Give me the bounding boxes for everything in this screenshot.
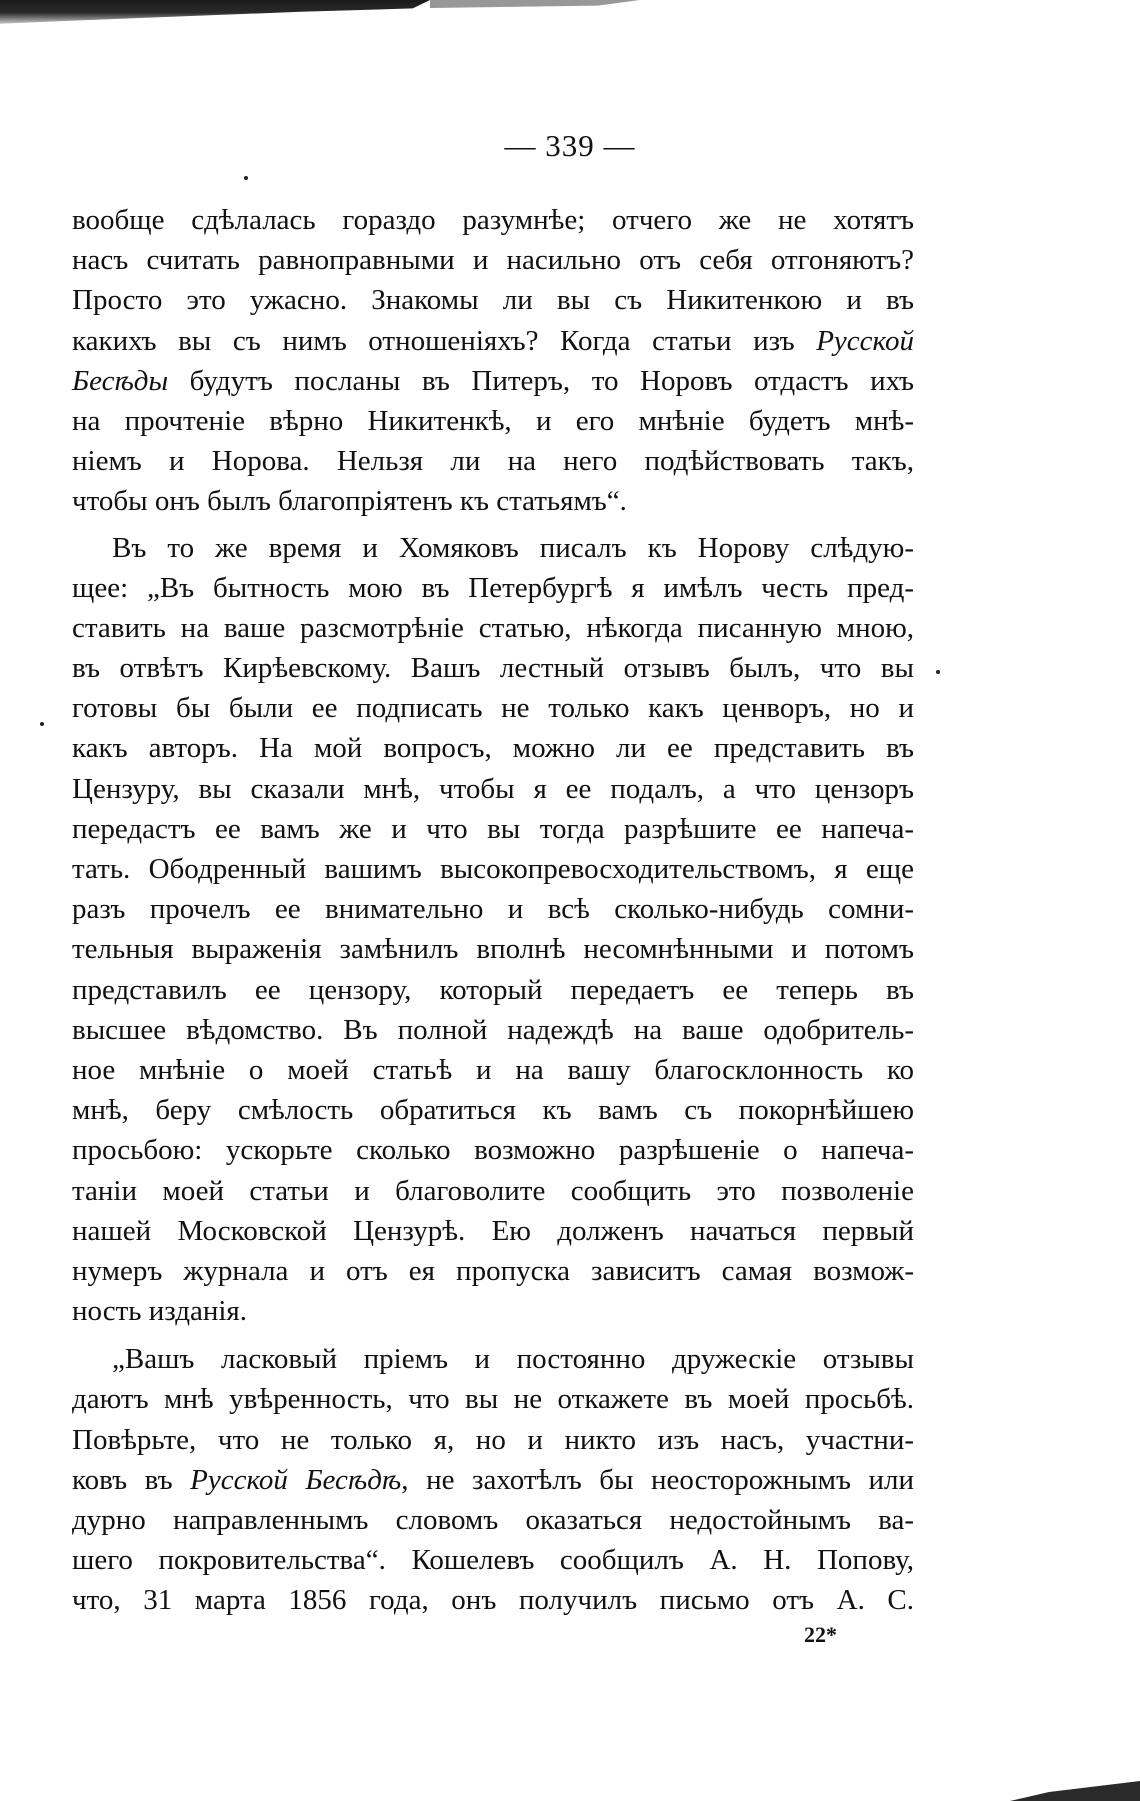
- signature-mark: 22*: [804, 1622, 837, 1647]
- text-fragment: какихъ вы съ нимъ отношеніяхъ? Когда статьи изъ: [72, 324, 795, 357]
- text-line: чтобы онъ былъ благопріятенъ къ статьямъ“.: [72, 485, 627, 518]
- scan-speck: [936, 670, 940, 674]
- text-line: ность изданія.: [72, 1295, 248, 1328]
- journal-title-italic: Бесѣды: [72, 364, 169, 397]
- text-line: ное мнѣніе о моей статьѣ и на вашу благосклонность ко: [72, 1053, 914, 1086]
- text-line: Просто это ужасно. Знакомы ли вы съ Никитенкою и въ: [72, 284, 914, 317]
- text-line: готовы бы были ее подписать не только какъ ценворъ, но и: [72, 692, 914, 725]
- page-number: — 339 —: [504, 128, 636, 163]
- text-fragment: ковъ въ: [72, 1463, 173, 1496]
- scan-edge-bottom: [1010, 1781, 1140, 1801]
- text-line: таніи моей статьи и благоволите сообщить это позволеніе: [72, 1174, 914, 1207]
- text-line: тельныя выраженія замѣнилъ вполнѣ несомнѣнными и потомъ: [72, 933, 914, 966]
- text-line-with-title: [72, 321, 914, 361]
- text-line: тать. Ободренный вашимъ высокопревосходительствомъ, я еще: [72, 853, 914, 885]
- text-line: вообще сдѣлалась гораздо разумнѣе; отчего же не хотятъ: [72, 204, 914, 236]
- text-line: Цензуру, вы сказали мнѣ, чтобы я ее подалъ, а что цензоръ: [72, 772, 914, 805]
- text-line: разъ прочелъ ее внимательно и всѣ сколько-нибудь сомни-: [72, 893, 914, 926]
- text-line-with-title: [72, 1460, 914, 1500]
- journal-title-italic: Русской Бесѣдѣ: [190, 1463, 402, 1496]
- text-line: высшее вѣдомство. Въ полной надеждѣ на ваше одобритель-: [72, 1013, 914, 1046]
- text-line: ніемъ и Норова. Нельзя ли на него подѣйствовать такъ,: [72, 445, 914, 478]
- text-line: Повѣрьте, что не только я, но и никто изъ насъ, участни-: [72, 1423, 914, 1456]
- scan-speck: [40, 722, 44, 726]
- text-line-with-title: [72, 361, 914, 401]
- text-fragment: , не захотѣлъ бы неосторожнымъ или: [401, 1463, 914, 1496]
- text-line: даютъ мнѣ увѣренность, что вы не откажете въ моей просьбѣ.: [72, 1383, 914, 1416]
- text-line: передастъ ее вамъ же и что вы тогда разрѣшите ее напеча-: [72, 812, 914, 845]
- text-line: что, 31 марта 1856 года, онъ получилъ письмо отъ А. С.: [72, 1584, 914, 1617]
- scan-speck: [244, 176, 248, 180]
- text-line: ставить на ваше разсмотрѣніе статью, нѣкогда писанную мною,: [72, 611, 914, 644]
- text-line: шего покровительства“. Кошелевъ сообщилъ А. Н. Попову,: [72, 1544, 914, 1577]
- text-line: Въ то же время и Хомяковъ писалъ къ Норову слѣдую-: [112, 531, 914, 564]
- text-line: въ отвѣтъ Кирѣевскому. Вашъ лестный отзывъ былъ, что вы: [72, 652, 914, 685]
- text-line: мнѣ, беру смѣлость обратиться къ вамъ съ покорнѣйшею: [72, 1094, 914, 1127]
- text-fragment: будутъ посланы въ Питеръ, то Норовъ отдастъ ихъ: [189, 364, 914, 397]
- text-line: на прочтеніе вѣрно Никитенкѣ, и его мнѣніе будетъ мнѣ-: [72, 404, 914, 437]
- text-line: „Вашъ ласковый пріемъ и постоянно дружескіе отзывы: [112, 1343, 914, 1376]
- text-line: какъ авторъ. На мой вопросъ, можно ли ее представить въ: [72, 732, 914, 765]
- paragraph-1: [72, 200, 914, 522]
- text-line: нумеръ журнала и отъ ея пропуска зависитъ самая возмож-: [72, 1254, 914, 1287]
- text-line: щее: „Въ бытность мою въ Петербургѣ я имѣлъ честь пред-: [72, 571, 914, 604]
- text-line: представилъ ее цензору, который передаетъ ее теперь въ: [72, 973, 914, 1006]
- text-line: просьбою: ускорьте сколько возможно разрѣшеніе о напеча-: [72, 1134, 914, 1167]
- body-text: [72, 200, 914, 1621]
- text-line: нашей Московской Цензурѣ. Ею долженъ начаться первый: [72, 1214, 914, 1247]
- paragraph-3: [72, 1339, 914, 1620]
- journal-title-italic: Русской: [816, 324, 914, 357]
- scan-edge-top-fade: [430, 0, 640, 8]
- text-line: дурно направленнымъ словомъ оказаться недостойнымъ ва-: [72, 1504, 914, 1536]
- paragraph-2: [72, 528, 914, 1332]
- scan-edge-top: [0, 0, 430, 28]
- text-line: насъ считать равноправными и насильно отъ себя отгоняютъ?: [72, 244, 914, 277]
